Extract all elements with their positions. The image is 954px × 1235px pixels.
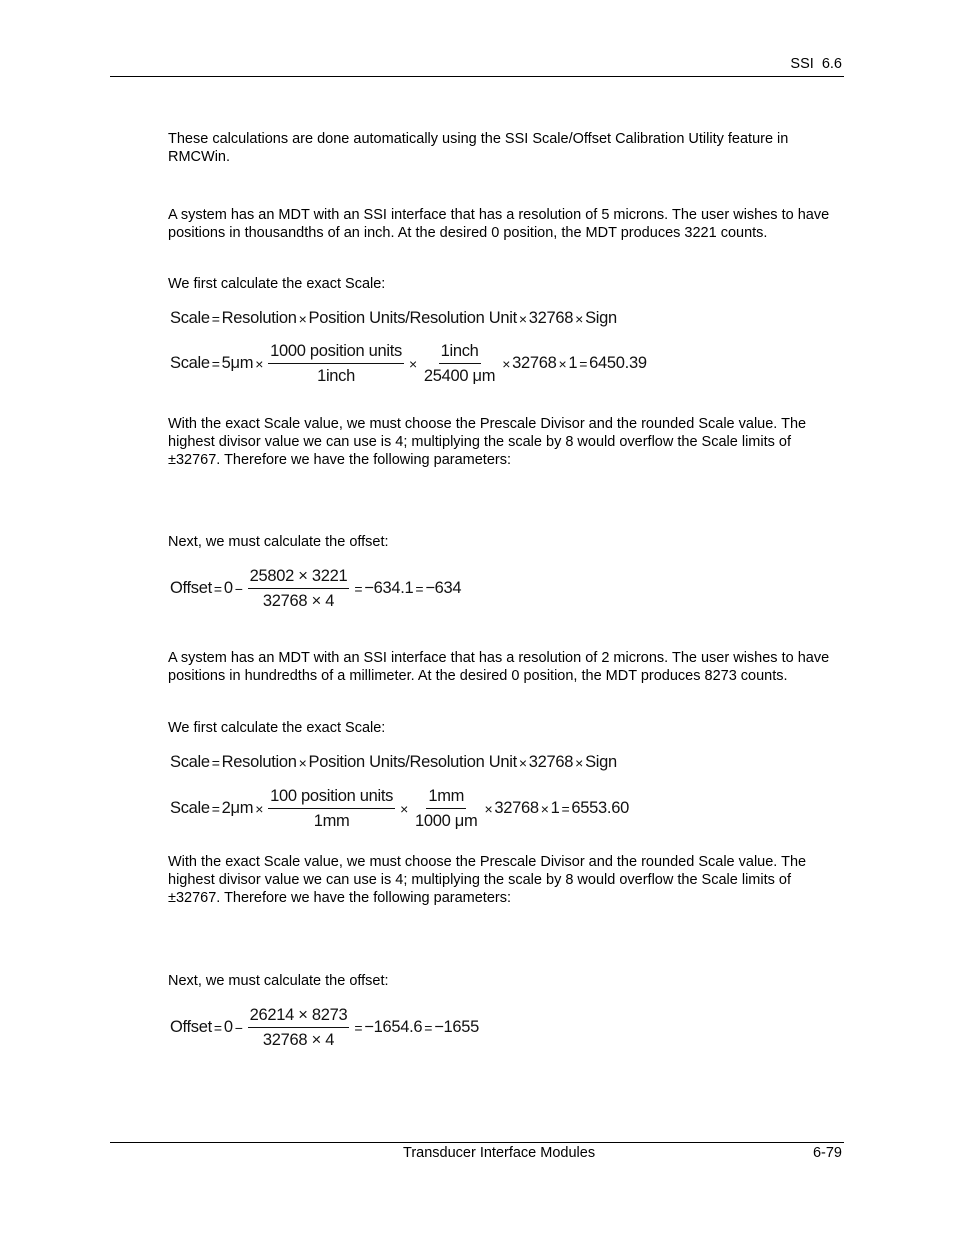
fraction-denominator: 25400 μm — [423, 367, 496, 385]
eq-lhs: Scale — [170, 354, 210, 372]
eq-term: 32768 — [512, 354, 557, 372]
fraction-numerator: 26214 × 8273 — [248, 1005, 350, 1028]
footer-title: Transducer Interface Modules — [403, 1145, 596, 1161]
eq-times: × — [558, 355, 567, 372]
eq-equals: = — [579, 355, 588, 372]
fraction-denominator: 32768 × 4 — [262, 592, 335, 610]
eq-times: × — [575, 754, 584, 771]
eq-term: 32768 — [494, 799, 539, 817]
fraction-denominator: 32768 × 4 — [262, 1031, 335, 1049]
eq-times: × — [502, 355, 511, 372]
eq-times: × — [409, 355, 417, 372]
eq-times: × — [255, 355, 264, 372]
eq-times: × — [575, 310, 584, 327]
fraction-denominator: 1000 μm — [415, 812, 478, 830]
section-number: SSI 6.6 — [790, 56, 842, 72]
eq-minus: − — [234, 580, 243, 597]
eq-term: Position Units/Resolution Unit — [308, 309, 517, 327]
page-number: 6-79 — [812, 1145, 842, 1161]
fraction — [422, 341, 497, 386]
example2-scale-equation — [170, 786, 629, 831]
eq-lhs: Scale — [170, 753, 210, 771]
eq-equals: = — [211, 754, 220, 771]
intro-paragraph: These calculations are done automatically using the SSI Scale/Offset Calibration Utility feature in RMCWin. — [168, 131, 789, 165]
fraction — [248, 1005, 350, 1050]
example2-description: A system has an MDT with an SSI interface that has a resolution of 2 microns. The user wishes to have positions in hundredths of a millimeter. At the desired 0 position, the MDT produces 8273 counts. — [168, 650, 830, 684]
example1-offset-intro: Next, we must calculate the offset: — [168, 534, 389, 550]
eq-times: × — [298, 310, 307, 327]
eq-term: 1 — [568, 354, 578, 372]
eq-equals: = — [424, 1019, 433, 1036]
eq-equals: = — [211, 310, 220, 327]
example2-calc-intro: We first calculate the exact Scale: — [168, 720, 386, 736]
eq-result: 6450.39 — [589, 354, 647, 372]
eq-term: Position Units/Resolution Unit — [308, 753, 517, 771]
fraction-denominator: 1inch — [317, 367, 356, 385]
eq-lhs: Offset — [170, 1018, 212, 1036]
footer-rule — [110, 1142, 844, 1143]
fraction-numerator: 1mm — [426, 786, 466, 809]
eq-result: 6553.60 — [571, 799, 629, 817]
eq-term: 1 — [550, 799, 560, 817]
eq-equals: = — [211, 355, 220, 372]
example1-general-scale-equation — [170, 309, 617, 328]
example2-offset-equation — [170, 1005, 479, 1050]
fraction-numerator: 100 position units — [268, 786, 395, 809]
example1-scale-equation — [170, 341, 647, 386]
eq-times: × — [298, 754, 307, 771]
example1-offset-equation — [170, 566, 461, 611]
eq-equals: = — [211, 800, 220, 817]
eq-term: 2μm — [221, 799, 254, 817]
eq-term: 32768 — [528, 753, 574, 771]
eq-equals: = — [354, 1019, 363, 1036]
eq-minus: − — [234, 1019, 243, 1036]
fraction — [268, 786, 395, 831]
eq-times: × — [518, 310, 527, 327]
eq-lhs: Offset — [170, 579, 212, 597]
fraction-denominator: 1mm — [313, 812, 350, 830]
eq-equals: = — [213, 1019, 222, 1036]
example2-parameters-paragraph: With the exact Scale value, we must choose the Prescale Divisor and the rounded Scale value. The highest divisor value we can use is 4; multiplying the scale by 8 would overflow the Scale limits of ±32767. Therefore we have the following parameters: — [168, 854, 807, 906]
eq-equals: = — [415, 580, 424, 597]
example2-general-scale-equation — [170, 753, 617, 772]
eq-result: −634.1 — [364, 579, 414, 597]
fraction-numerator: 1inch — [439, 341, 481, 364]
eq-times: × — [255, 800, 264, 817]
eq-result: −634 — [425, 579, 462, 597]
eq-term: Resolution — [221, 753, 297, 771]
example1-description: A system has an MDT with an SSI interface that has a resolution of 5 microns. The user wishes to have positions in thousandths of an inch. At the desired 0 position, the MDT produces 3221 counts. — [168, 207, 830, 241]
eq-times: × — [400, 800, 409, 817]
fraction-numerator: 1000 position units — [268, 341, 404, 364]
fraction — [268, 341, 404, 386]
eq-term: 0 — [223, 579, 233, 597]
eq-equals: = — [354, 580, 363, 597]
fraction — [413, 786, 479, 831]
eq-equals: = — [561, 800, 570, 817]
eq-times: × — [484, 800, 493, 817]
example1-parameters-paragraph: With the exact Scale value, we must choose the Prescale Divisor and the rounded Scale value. The highest divisor value we can use is 4; multiplying the scale by 8 would overflow the Scale limits of ±32767. Therefore we have the following parameters: — [168, 416, 807, 468]
eq-lhs: Scale — [170, 309, 210, 327]
eq-lhs: Scale — [170, 799, 210, 817]
eq-equals: = — [213, 580, 222, 597]
example1-calc-intro: We first calculate the exact Scale: — [168, 276, 386, 292]
eq-term: Sign — [585, 753, 617, 771]
example2-offset-intro: Next, we must calculate the offset: — [168, 973, 389, 989]
header-rule — [110, 76, 844, 77]
eq-term: 5μm — [221, 354, 254, 372]
eq-term: Sign — [585, 309, 617, 327]
eq-times: × — [540, 800, 549, 817]
eq-term: 0 — [223, 1018, 233, 1036]
fraction-numerator: 25802 × 3221 — [248, 566, 350, 589]
eq-term: 32768 — [528, 309, 574, 327]
eq-result: −1655 — [434, 1018, 480, 1036]
eq-result: −1654.6 — [364, 1018, 423, 1036]
eq-term: Resolution — [221, 309, 297, 327]
fraction — [248, 566, 350, 611]
eq-times: × — [518, 754, 527, 771]
